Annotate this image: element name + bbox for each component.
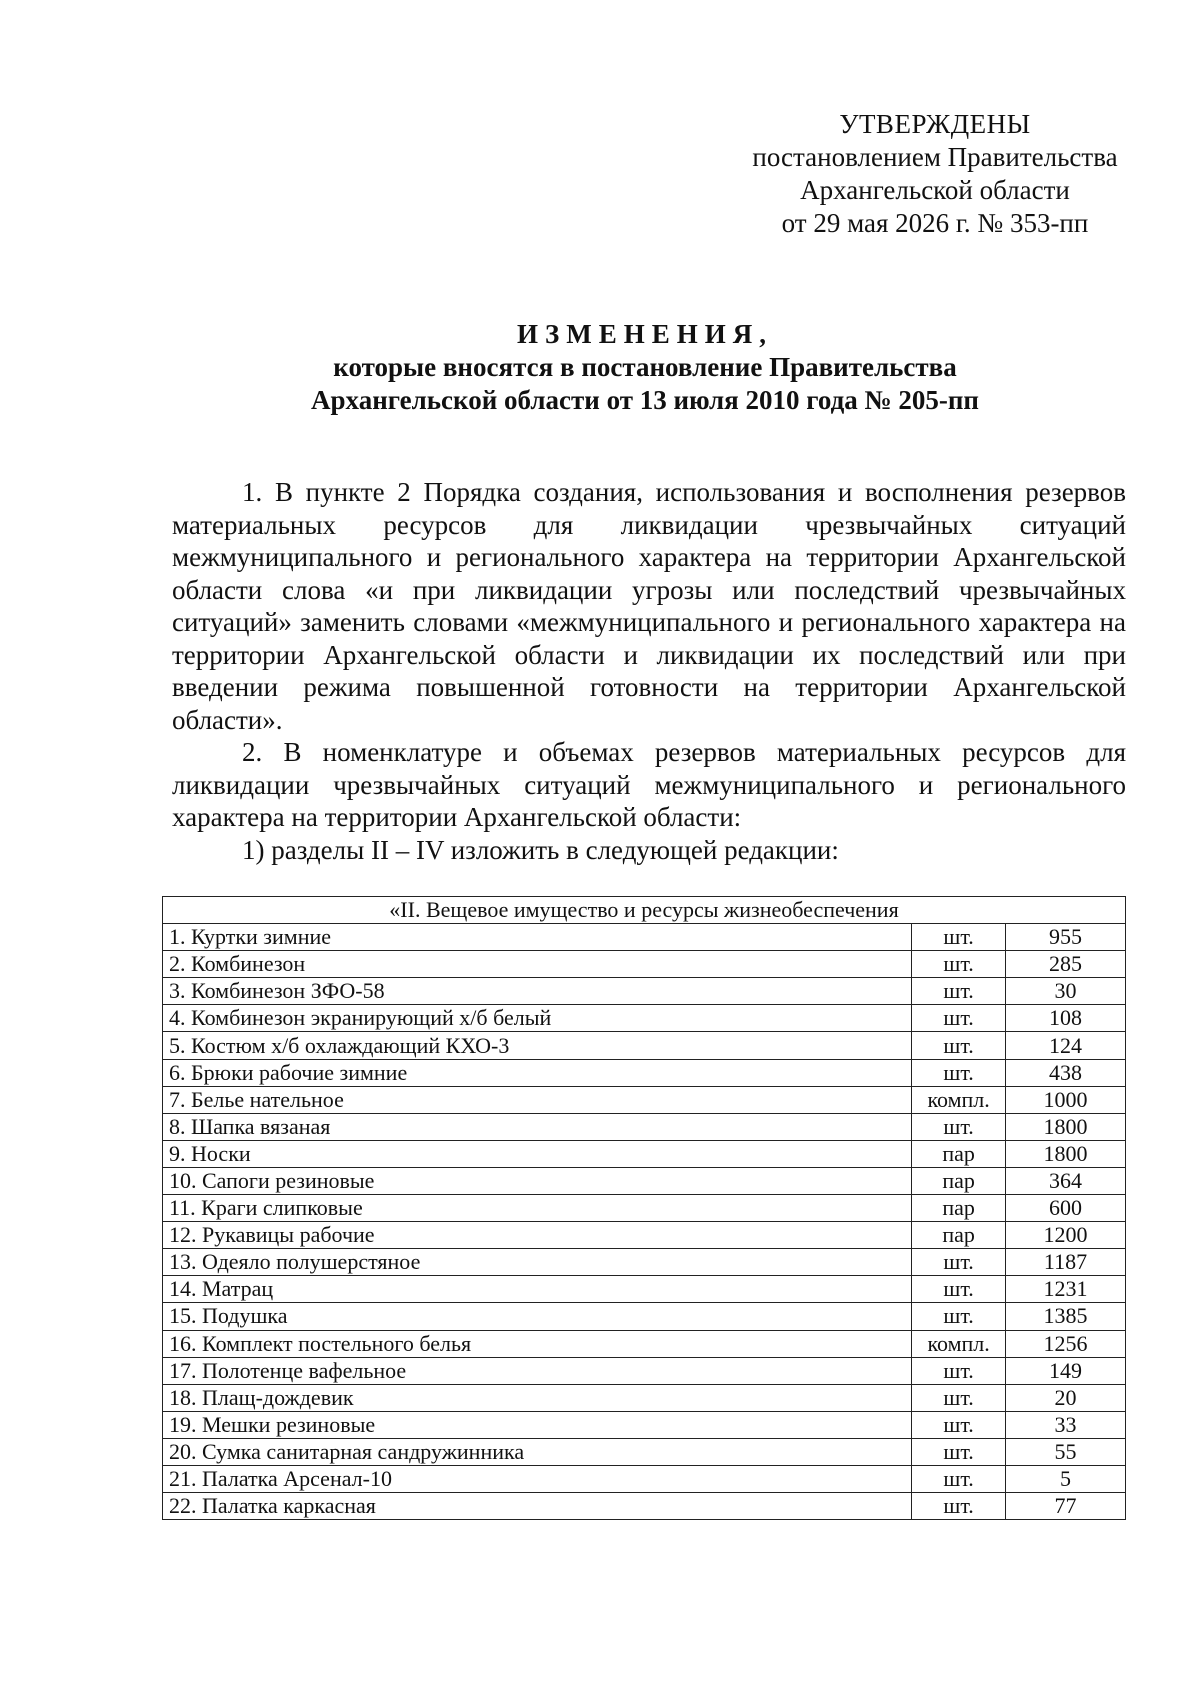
item-unit-cell: шт. bbox=[912, 1465, 1006, 1492]
item-name-cell: 18. Плащ-дождевик bbox=[163, 1384, 912, 1411]
item-quantity-cell: 108 bbox=[1005, 1005, 1125, 1032]
item-quantity-cell: 30 bbox=[1005, 978, 1125, 1005]
item-unit-cell: пар bbox=[912, 1222, 1006, 1249]
item-quantity-cell: 1231 bbox=[1005, 1276, 1125, 1303]
item-name-cell: 8. Шапка вязаная bbox=[163, 1113, 912, 1140]
item-unit-cell: шт. bbox=[912, 1357, 1006, 1384]
item-name-cell: 20. Сумка санитарная сандружинника bbox=[163, 1438, 912, 1465]
item-quantity-cell: 1385 bbox=[1005, 1303, 1125, 1330]
item-unit-cell: шт. bbox=[912, 1438, 1006, 1465]
item-unit-cell: компл. bbox=[912, 1330, 1006, 1357]
item-name-cell: 19. Мешки резиновые bbox=[163, 1411, 912, 1438]
paragraph-3: 1) разделы II – IV изложить в следующей редакции: bbox=[242, 834, 839, 865]
heading-title: ИЗМЕНЕНИЯ, bbox=[516, 319, 773, 349]
table-row bbox=[163, 1195, 1126, 1222]
item-quantity-cell: 20 bbox=[1005, 1384, 1125, 1411]
item-name-cell: 22. Палатка каркасная bbox=[163, 1493, 912, 1520]
item-unit-cell: пар bbox=[912, 1195, 1006, 1222]
item-quantity-cell: 364 bbox=[1005, 1167, 1125, 1194]
item-unit-cell: шт. bbox=[912, 951, 1006, 978]
document-heading bbox=[150, 318, 1140, 417]
table-row bbox=[163, 1493, 1126, 1520]
item-unit-cell: шт. bbox=[912, 1303, 1006, 1330]
document-body bbox=[172, 476, 1126, 866]
item-quantity-cell: 77 bbox=[1005, 1493, 1125, 1520]
table-section-title: «II. Вещевое имущество и ресурсы жизнеобеспечения bbox=[163, 897, 1126, 924]
item-name-cell: 10. Сапоги резиновые bbox=[163, 1167, 912, 1194]
item-name-cell: 5. Костюм х/б охлаждающий КХО-3 bbox=[163, 1032, 912, 1059]
item-unit-cell: шт. bbox=[912, 1493, 1006, 1520]
item-name-cell: 16. Комплект постельного белья bbox=[163, 1330, 912, 1357]
item-quantity-cell: 1000 bbox=[1005, 1086, 1125, 1113]
table-row bbox=[163, 924, 1126, 951]
item-quantity-cell: 955 bbox=[1005, 924, 1125, 951]
item-name-cell: 2. Комбинезон bbox=[163, 951, 912, 978]
item-quantity-cell: 1200 bbox=[1005, 1222, 1125, 1249]
reserves-table bbox=[162, 896, 1126, 1520]
approval-line-2: Архангельской области bbox=[800, 175, 1070, 205]
table-section-row bbox=[163, 897, 1126, 924]
item-unit-cell: пар bbox=[912, 1167, 1006, 1194]
item-quantity-cell: 33 bbox=[1005, 1411, 1125, 1438]
table-row bbox=[163, 1249, 1126, 1276]
heading-line-1: которые вносятся в постановление Правительства bbox=[333, 352, 957, 382]
item-name-cell: 15. Подушка bbox=[163, 1303, 912, 1330]
item-name-cell: 14. Матрац bbox=[163, 1276, 912, 1303]
item-name-cell: 7. Белье нательное bbox=[163, 1086, 912, 1113]
table-row bbox=[163, 1222, 1126, 1249]
item-quantity-cell: 600 bbox=[1005, 1195, 1125, 1222]
table-row bbox=[163, 1465, 1126, 1492]
paragraph-1: 1. В пункте 2 Порядка создания, использования и восполнения резервов материальных ресурсов для ликвидации чрезвычайных ситуаций межмуниципального и регионального характера на территории Архангельской области слова «и при ликвидации угрозы или последствий чрезвычайных ситуаций» заменить словами «межмуниципального и регионального характера на территории Архангельской области и ликвидации их последствий или при введении режима повышенной готовности на территории Архангельской области». bbox=[172, 477, 1126, 735]
table-row bbox=[163, 1411, 1126, 1438]
item-quantity-cell: 149 bbox=[1005, 1357, 1125, 1384]
item-unit-cell: шт. bbox=[912, 924, 1006, 951]
table-row bbox=[163, 1276, 1126, 1303]
item-unit-cell: компл. bbox=[912, 1086, 1006, 1113]
item-quantity-cell: 5 bbox=[1005, 1465, 1125, 1492]
item-quantity-cell: 55 bbox=[1005, 1438, 1125, 1465]
table-row bbox=[163, 1357, 1126, 1384]
item-unit-cell: шт. bbox=[912, 978, 1006, 1005]
approval-line-1: постановлением Правительства bbox=[752, 142, 1118, 172]
item-unit-cell: пар bbox=[912, 1140, 1006, 1167]
item-name-cell: 21. Палатка Арсенал-10 bbox=[163, 1465, 912, 1492]
item-quantity-cell: 1256 bbox=[1005, 1330, 1125, 1357]
table-row bbox=[163, 1303, 1126, 1330]
item-unit-cell: шт. bbox=[912, 1276, 1006, 1303]
paragraph-2: 2. В номенклатуре и объемах резервов материальных ресурсов для ликвидации чрезвычайных ситуаций межмуниципального и регионального характера на территории Архангельской области: bbox=[172, 737, 1126, 832]
item-name-cell: 9. Носки bbox=[163, 1140, 912, 1167]
table-row bbox=[163, 1113, 1126, 1140]
item-unit-cell: шт. bbox=[912, 1113, 1006, 1140]
item-name-cell: 1. Куртки зимние bbox=[163, 924, 912, 951]
table-row bbox=[163, 978, 1126, 1005]
table-row bbox=[163, 1140, 1126, 1167]
item-name-cell: 13. Одеяло полушерстяное bbox=[163, 1249, 912, 1276]
approval-line-3: от 29 мая 2026 г. № 353-пп bbox=[781, 208, 1089, 238]
item-unit-cell: шт. bbox=[912, 1032, 1006, 1059]
item-quantity-cell: 438 bbox=[1005, 1059, 1125, 1086]
table-row bbox=[163, 951, 1126, 978]
table-row bbox=[163, 1059, 1126, 1086]
item-name-cell: 11. Краги слипковые bbox=[163, 1195, 912, 1222]
table-row bbox=[163, 1438, 1126, 1465]
item-unit-cell: шт. bbox=[912, 1411, 1006, 1438]
table-row bbox=[163, 1086, 1126, 1113]
item-unit-cell: шт. bbox=[912, 1005, 1006, 1032]
item-name-cell: 17. Полотенце вафельное bbox=[163, 1357, 912, 1384]
item-name-cell: 3. Комбинезон ЗФО-58 bbox=[163, 978, 912, 1005]
table-row bbox=[163, 1167, 1126, 1194]
item-unit-cell: шт. bbox=[912, 1384, 1006, 1411]
item-quantity-cell: 1800 bbox=[1005, 1113, 1125, 1140]
table-row bbox=[163, 1032, 1126, 1059]
table-row bbox=[163, 1384, 1126, 1411]
table-row bbox=[163, 1330, 1126, 1357]
item-unit-cell: шт. bbox=[912, 1059, 1006, 1086]
table-row bbox=[163, 1005, 1126, 1032]
item-quantity-cell: 1800 bbox=[1005, 1140, 1125, 1167]
item-name-cell: 4. Комбинезон экранирующий х/б белый bbox=[163, 1005, 912, 1032]
item-unit-cell: шт. bbox=[912, 1249, 1006, 1276]
approval-title: УТВЕРЖДЕНЫ bbox=[839, 109, 1031, 139]
item-quantity-cell: 285 bbox=[1005, 951, 1125, 978]
item-quantity-cell: 124 bbox=[1005, 1032, 1125, 1059]
heading-line-2: Архангельской области от 13 июля 2010 года № 205-пп bbox=[311, 385, 979, 415]
item-name-cell: 6. Брюки рабочие зимние bbox=[163, 1059, 912, 1086]
item-quantity-cell: 1187 bbox=[1005, 1249, 1125, 1276]
item-name-cell: 12. Рукавицы рабочие bbox=[163, 1222, 912, 1249]
approval-block bbox=[700, 108, 1170, 240]
